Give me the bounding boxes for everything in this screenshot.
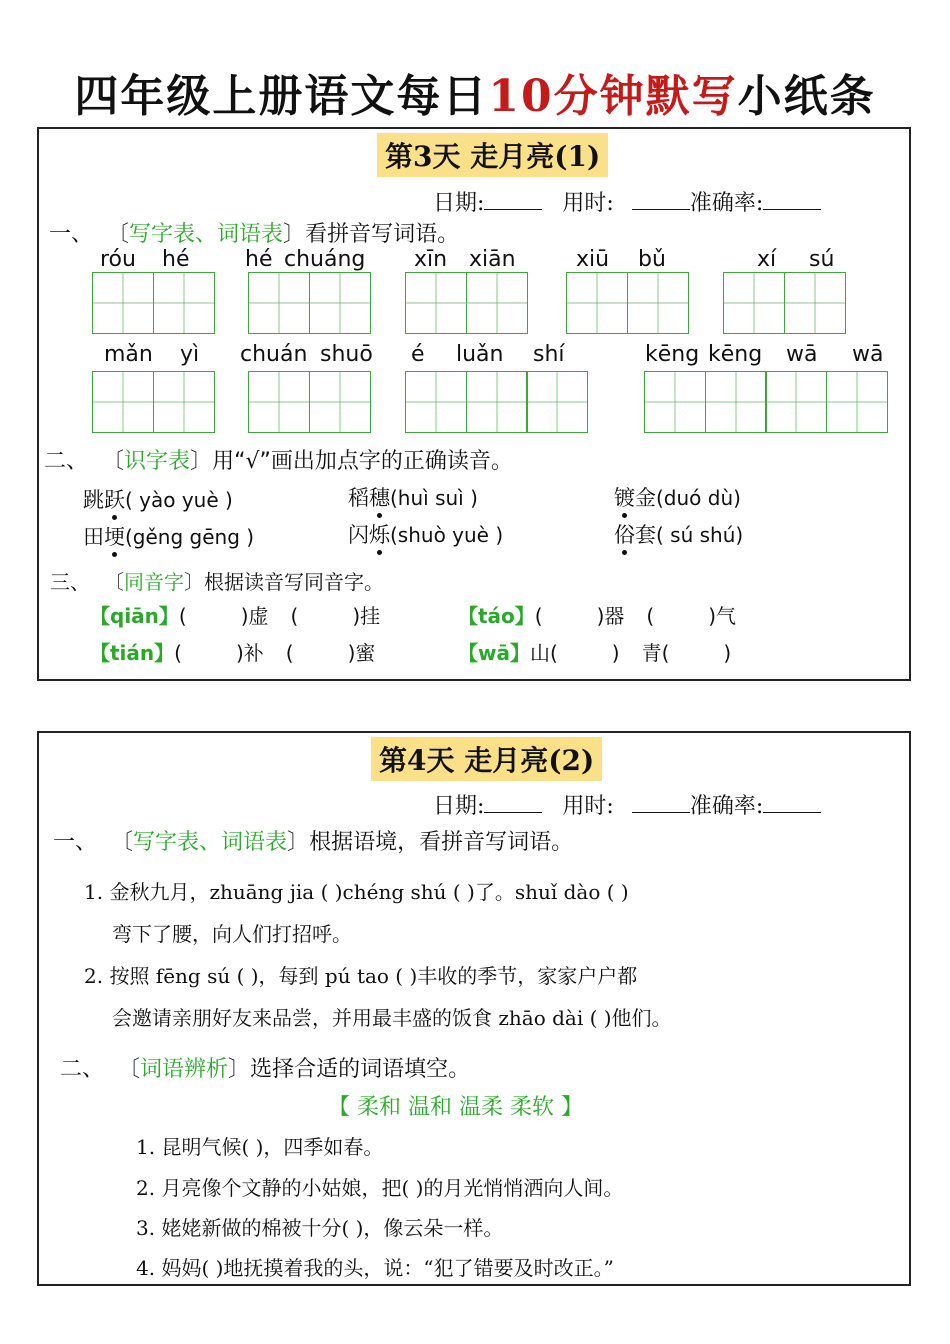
grid-cell[interactable] xyxy=(405,371,467,433)
pronunciation-options[interactable]: ( sú shú) xyxy=(656,523,744,547)
homophone-pinyin: 【qiān】 xyxy=(90,604,179,628)
time-blank[interactable] xyxy=(632,794,690,813)
bracket-close: 〕 xyxy=(228,1057,251,1082)
question-line: 1. 金秋九月，zhuāng jia ( )chéng shú ( )了。shuǐ dào ( ) xyxy=(84,880,629,904)
reading-item xyxy=(348,519,503,549)
grid-cell[interactable] xyxy=(627,272,689,334)
question-line: 弯下了腰，向人们打招呼。 xyxy=(112,922,352,946)
title-part3: 小纸条 xyxy=(737,71,876,122)
writing-grid[interactable] xyxy=(248,371,369,433)
day4-meta xyxy=(433,789,821,820)
homophone-row xyxy=(458,600,736,629)
blank-open[interactable]: ( xyxy=(534,604,543,628)
blank-open[interactable]: ( xyxy=(285,641,294,665)
writing-grid[interactable] xyxy=(92,371,213,433)
word-char: 田 xyxy=(83,525,104,549)
grid-cell[interactable] xyxy=(526,371,588,433)
section-number: 一、 xyxy=(49,222,94,247)
homophone-row xyxy=(90,637,375,666)
section-tag: 同音字 xyxy=(124,570,184,594)
grid-cell[interactable] xyxy=(309,272,371,334)
word-char: 闪 xyxy=(348,523,369,547)
blank-close: )蜜 xyxy=(347,641,376,665)
pinyin-label: xiān xyxy=(469,247,516,272)
section-instruction: 根据语境，看拼音写词语。 xyxy=(309,830,574,855)
pinyin-label: xīn xyxy=(414,247,448,272)
day3-section3-heading xyxy=(50,566,384,595)
pinyin-label: xí xyxy=(757,247,777,272)
reading-item xyxy=(83,484,233,514)
dotted-char: 镀 xyxy=(614,486,635,510)
grid-cell[interactable] xyxy=(153,371,215,433)
blank-close: ) xyxy=(611,641,620,665)
accuracy-blank[interactable] xyxy=(763,794,821,813)
grid-cell[interactable] xyxy=(723,272,785,334)
bracket-close: 〕 xyxy=(283,222,306,247)
pinyin-label: kēng xyxy=(645,342,700,367)
homophone-row xyxy=(90,600,380,629)
grid-cell[interactable] xyxy=(466,272,528,334)
section-number: 二、 xyxy=(60,1057,105,1082)
blank-close: )气 xyxy=(708,604,737,628)
bracket-open: 〔 xyxy=(111,830,134,855)
day3-badge: 第3天 走月亮(1) xyxy=(377,133,608,177)
bracket-open: 〔 xyxy=(104,570,124,594)
blank-close: )挂 xyxy=(352,604,381,628)
section-instruction: 用“√”画出加点字的正确读音。 xyxy=(212,449,513,474)
question-line: 2. 按照 fēng sú ( )，每到 pú tao ( )丰收的季节，家家户户都 xyxy=(84,964,638,988)
pinyin-label: chuán xyxy=(240,342,308,367)
blank-close: )补 xyxy=(235,641,264,665)
bracket-open: 〔 xyxy=(118,1057,141,1082)
fill-item: 1. 昆明气候( )，四季如春。 xyxy=(136,1135,384,1159)
reading-item xyxy=(614,482,741,512)
pinyin-label: shuō xyxy=(320,342,373,367)
fill-item: 2. 月亮像个文静的小姑娘，把( )的月光悄悄洒向人间。 xyxy=(136,1176,624,1200)
accuracy-label: 准确率: xyxy=(689,794,764,819)
writing-grid[interactable] xyxy=(723,272,844,334)
grid-cell[interactable] xyxy=(92,272,154,334)
grid-cell[interactable] xyxy=(92,371,154,433)
day3-section2-heading xyxy=(44,444,513,475)
fill-item: 3. 姥姥新做的棉被十分( )，像云朵一样。 xyxy=(136,1216,504,1240)
reading-item xyxy=(83,521,254,551)
reading-item xyxy=(614,519,743,549)
pinyin-label: mǎn xyxy=(104,342,153,367)
grid-cell[interactable] xyxy=(466,371,528,433)
day4-badge: 第4天 走月亮(2) xyxy=(371,737,602,781)
title-part1: 四年级上册语文每日 xyxy=(74,71,489,122)
reading-item xyxy=(348,482,478,512)
writing-grid[interactable] xyxy=(248,272,369,334)
blank-open[interactable]: ( xyxy=(174,641,182,665)
pinyin-label: luǎn xyxy=(456,342,504,367)
accuracy-blank[interactable] xyxy=(763,191,821,210)
day4-section2-heading xyxy=(60,1052,470,1083)
pronunciation-options[interactable]: (shuò yuè ) xyxy=(390,523,504,547)
bracket-close: 〕 xyxy=(190,449,213,474)
pinyin-label: hé xyxy=(162,247,190,272)
accuracy-label: 准确率: xyxy=(689,191,764,216)
pinyin-label: róu xyxy=(100,247,136,272)
pinyin-label: shí xyxy=(533,342,565,367)
pronunciation-options[interactable]: (gěng gēng ) xyxy=(125,525,255,549)
time-blank[interactable] xyxy=(632,191,690,210)
blank-close: )虚 xyxy=(240,604,269,628)
pinyin-label: bǔ xyxy=(638,247,666,272)
grid-cell[interactable] xyxy=(309,371,371,433)
word-char: 稻 xyxy=(348,486,369,510)
dotted-char: 埂 xyxy=(104,525,125,549)
section-instruction: 选择合适的词语填空。 xyxy=(250,1057,471,1082)
title-part2: 10分钟默写 xyxy=(488,71,738,122)
word-char: 套 xyxy=(635,523,656,547)
pinyin-label: wā xyxy=(852,342,884,367)
pronunciation-options[interactable]: (huì suì ) xyxy=(390,486,478,510)
dotted-char: 俗 xyxy=(614,523,635,547)
grid-cell[interactable] xyxy=(765,371,827,433)
date-blank[interactable] xyxy=(484,191,542,210)
pinyin-label: chuáng xyxy=(284,247,366,272)
section-number: 一、 xyxy=(53,830,98,855)
dotted-char: 跃 xyxy=(104,488,125,512)
pinyin-label: sú xyxy=(809,247,835,272)
blank-open[interactable]: ( xyxy=(290,604,299,628)
grid-cell[interactable] xyxy=(784,272,846,334)
section-tag: 写字表、词语表 xyxy=(133,830,288,855)
section-tag: 写字表、词语表 xyxy=(129,222,284,247)
pinyin-label: xiū xyxy=(576,247,610,272)
pronunciation-options[interactable]: (duó dù) xyxy=(656,486,741,510)
blank-open[interactable]: 青( xyxy=(641,641,670,665)
homophone-pinyin: 【tián】 xyxy=(90,641,175,665)
section-number: 三、 xyxy=(50,570,90,594)
word-char: 跳 xyxy=(83,488,104,512)
date-blank[interactable] xyxy=(484,794,542,813)
pinyin-label: yì xyxy=(180,342,200,367)
grid-cell[interactable] xyxy=(566,272,628,334)
pinyin-label: kēng xyxy=(708,342,763,367)
writing-grid[interactable] xyxy=(566,272,687,334)
bracket-close: 〕 xyxy=(184,570,204,594)
page-title xyxy=(0,60,950,124)
grid-cell[interactable] xyxy=(248,371,310,433)
writing-grid[interactable] xyxy=(92,272,213,334)
date-label: 日期: xyxy=(433,794,485,819)
fill-item: 4. 妈妈( )地抚摸着我的头，说：“犯了错要及时改正。” xyxy=(136,1256,614,1280)
blank-open[interactable]: ( xyxy=(178,604,187,628)
writing-grid[interactable] xyxy=(405,272,526,334)
time-label: 用时: xyxy=(562,191,614,216)
grid-cell[interactable] xyxy=(644,371,706,433)
grid-cell[interactable] xyxy=(153,272,215,334)
grid-cell[interactable] xyxy=(405,272,467,334)
section-instruction: 根据读音写同音字。 xyxy=(204,570,384,594)
day3-meta xyxy=(433,186,821,217)
time-label: 用时: xyxy=(562,794,614,819)
pronunciation-options[interactable]: ( yào yuè ) xyxy=(125,488,233,512)
word-char: 金 xyxy=(635,486,656,510)
pinyin-label: wā xyxy=(786,342,818,367)
bracket-open: 〔 xyxy=(102,449,125,474)
section-number: 二、 xyxy=(44,449,89,474)
blank-close: ) xyxy=(723,641,732,665)
pinyin-label: hé xyxy=(245,247,273,272)
blank-open[interactable]: ( xyxy=(646,604,655,628)
homophone-pinyin: 【táo】 xyxy=(458,604,535,628)
writing-grid[interactable] xyxy=(405,371,587,433)
dotted-char: 穗 xyxy=(369,486,390,510)
writing-grid[interactable] xyxy=(644,371,886,433)
section-tag: 识字表 xyxy=(124,449,191,474)
date-label: 日期: xyxy=(433,191,485,216)
pinyin-label: é xyxy=(411,342,425,367)
homophone-row xyxy=(458,637,731,666)
day3-section1-heading xyxy=(49,217,459,248)
question-line: 会邀请亲朋好友来品尝，并用最丰盛的饭食 zhāo dài ( )他们。 xyxy=(112,1006,672,1030)
section-instruction: 看拼音写词语。 xyxy=(305,222,460,247)
day4-section1-heading xyxy=(53,825,573,856)
homophone-pinyin: 【wā】 xyxy=(458,641,530,665)
grid-cell[interactable] xyxy=(826,371,888,433)
word-options: 【 柔和 温和 温柔 柔软 】 xyxy=(328,1095,583,1120)
blank-open[interactable]: 山( xyxy=(529,641,558,665)
dotted-char: 烁 xyxy=(369,523,390,547)
section-tag: 词语辨析 xyxy=(140,1057,229,1082)
blank-close: )器 xyxy=(596,604,625,628)
grid-cell[interactable] xyxy=(248,272,310,334)
grid-cell[interactable] xyxy=(705,371,767,433)
bracket-close: 〕 xyxy=(287,830,310,855)
bracket-open: 〔 xyxy=(107,222,130,247)
